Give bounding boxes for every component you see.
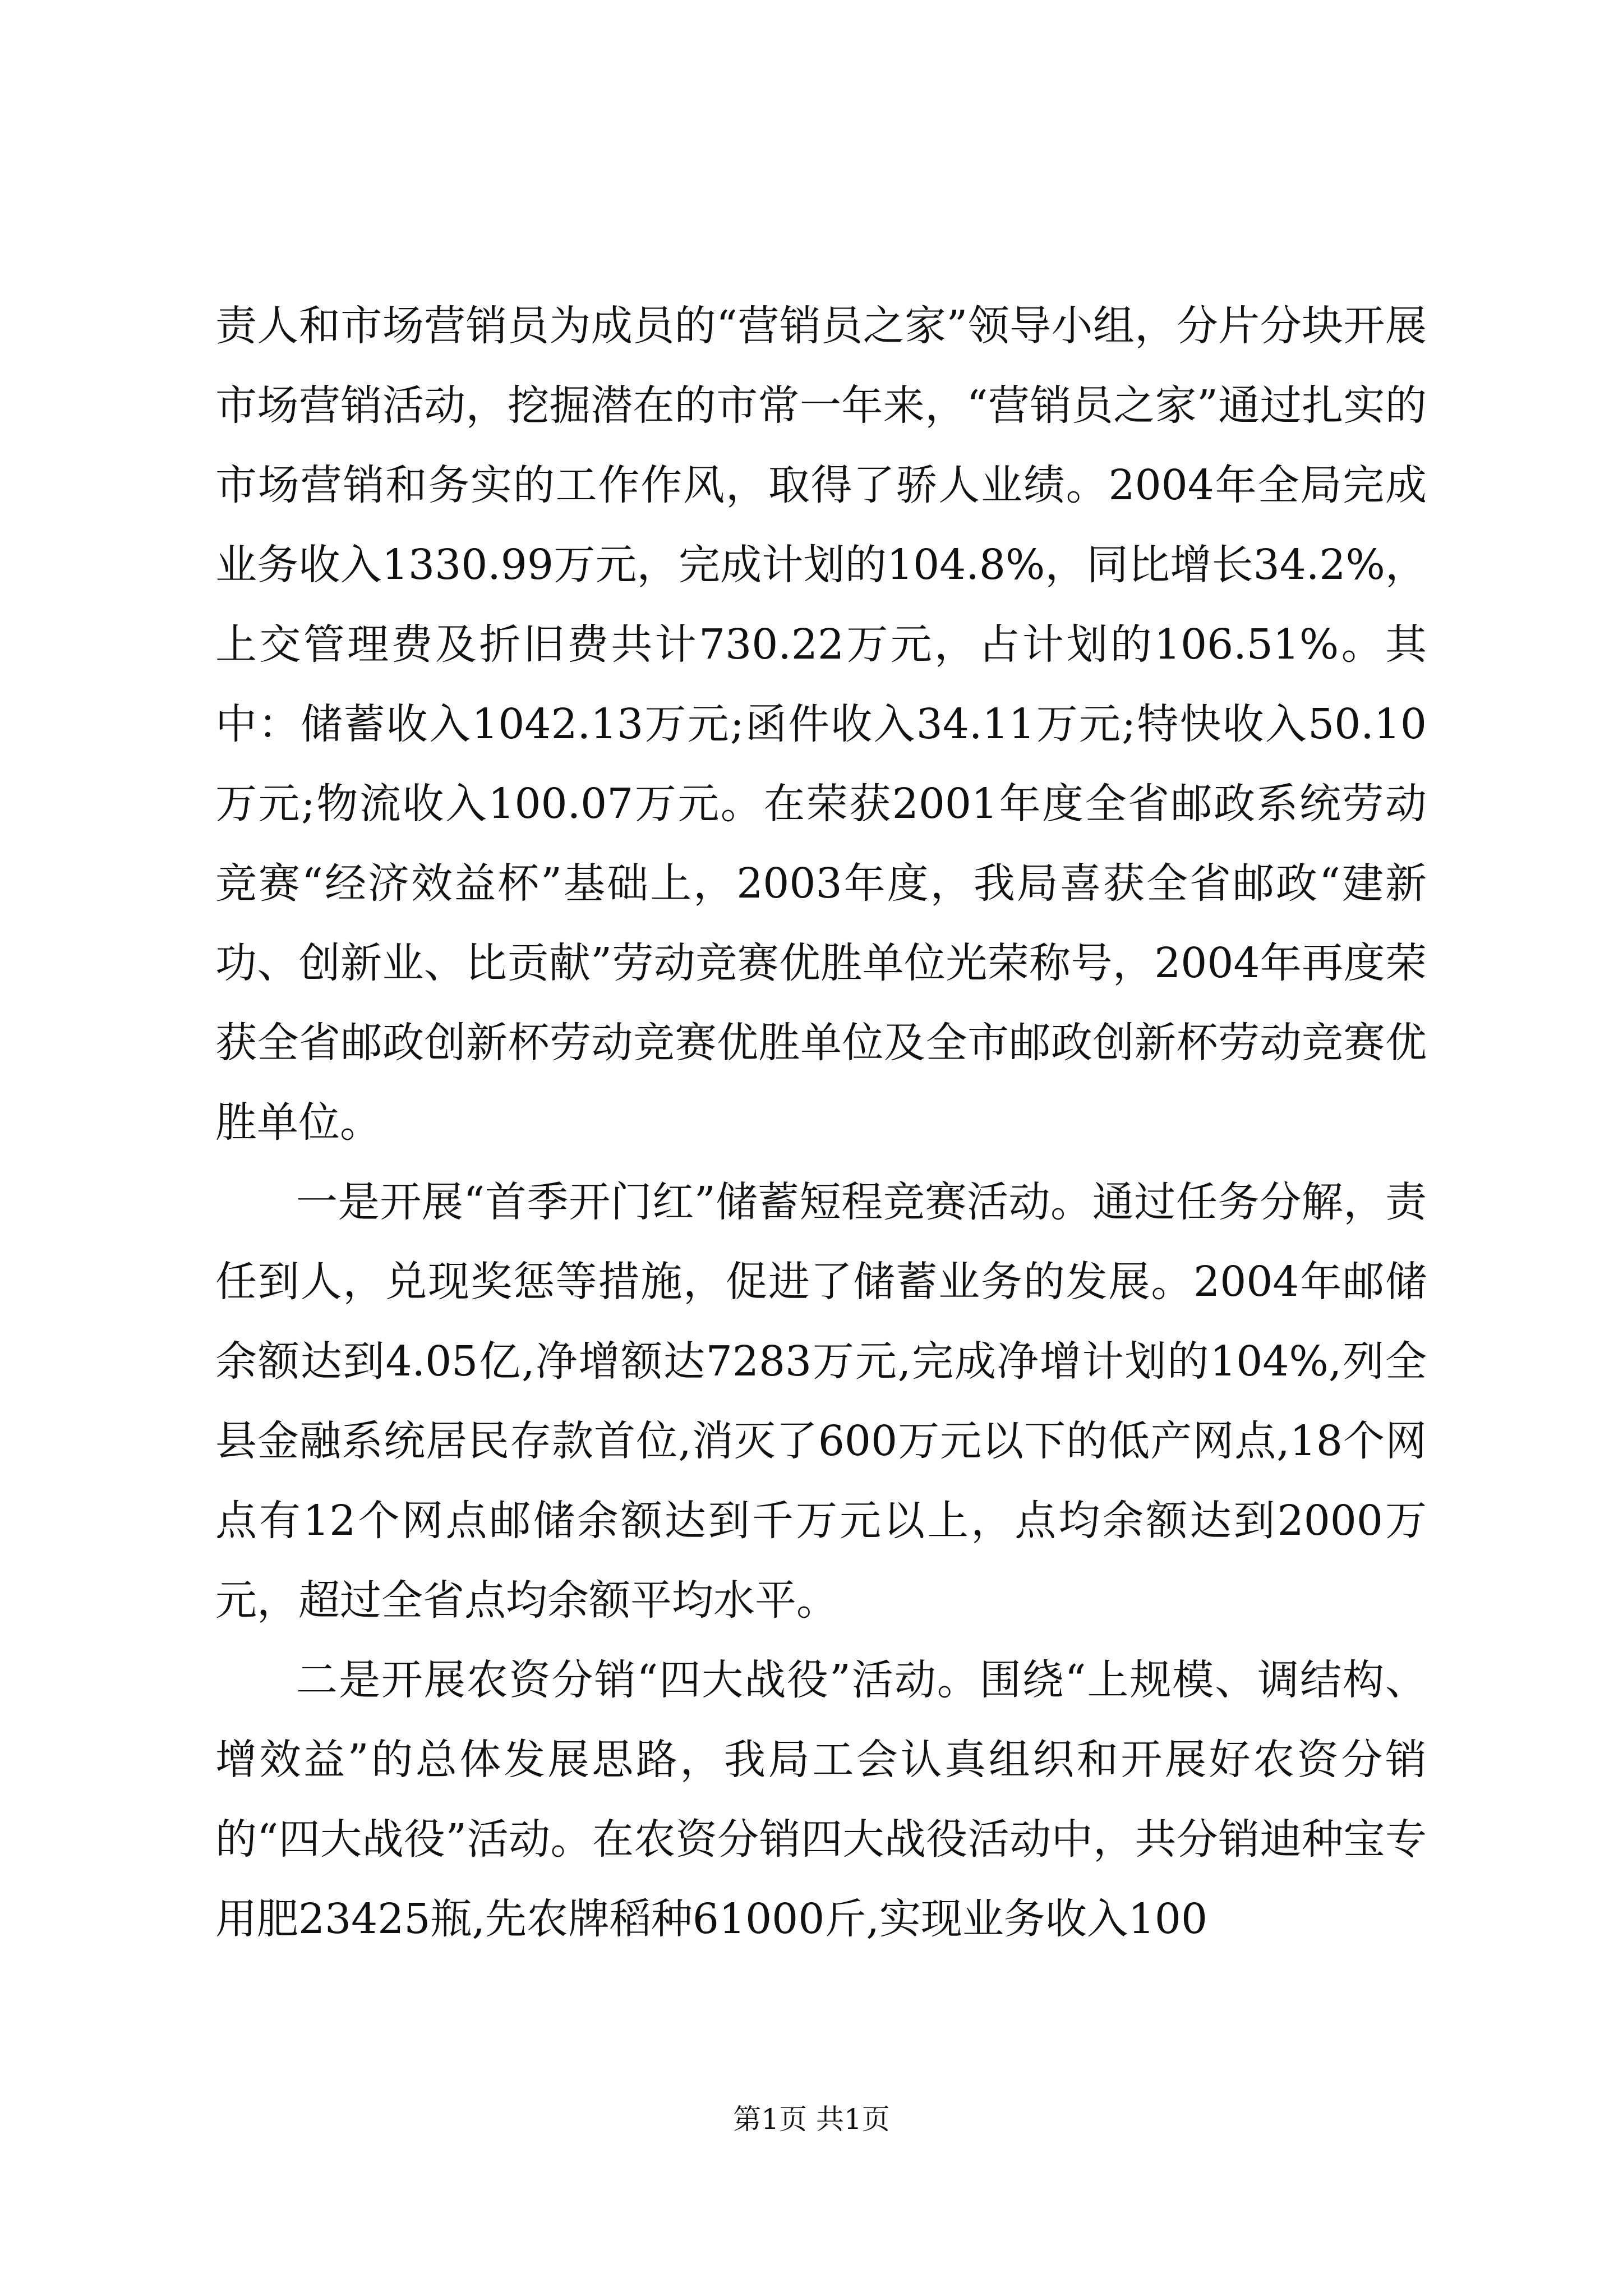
document-body [215, 286, 1427, 1959]
paragraph-2: 一是开展“首季开门红”储蓄短程竞赛活动。通过任务分解，责任到人，兑现奖惩等措施，促进了储蓄业务的发展。2004年邮储余额达到4.05亿,净增额达7283万元,完成净增计划的104%,列全县金融系统居民存款首位,消灭了600万元以下的低产网点,18个网点有12个网点邮储余额达到千万元以上，点均余额达到2000万元，超过全省点均余额平均水平。 [215, 1178, 1427, 1625]
paragraph-1: 责人和市场营销员为成员的“营销员之家”领导小组，分片分块开展市场营销活动，挖掘潜在的市常一年来，“营销员之家”通过扎实的市场营销和务实的工作作风，取得了骄人业绩。2004年全局完成业务收入1330.99万元，完成计划的104.8%，同比增长34.2%，上交管理费及折旧费共计730.22万元，占计划的106.51%。其中：储蓄收入1042.13万元;函件收入34.11万元;特快收入50.10万元;物流收入100.07万元。在荣获2001年度全省邮政系统劳动竞赛“经济效益杯”基础上，2003年度，我局喜获全省邮政“建新功、创新业、比贡献”劳动竞赛优胜单位光荣称号，2004年再度荣获全省邮政创新杯劳动竞赛优胜单位及全市邮政创新杯劳动竞赛优胜单位。 [215, 302, 1427, 1147]
page-footer: 第1页 共1页 [733, 2103, 890, 2136]
paragraph-3: 二是开展农资分销“四大战役”活动。围绕“上规模、调结构、增效益”的总体发展思路，我局工会认真组织和开展好农资分销的“四大战役”活动。在农资分销四大战役活动中，共分销迪种宝专用肥23425瓶,先农牌稻种61000斤,实现业务收入100 [215, 1656, 1427, 1943]
